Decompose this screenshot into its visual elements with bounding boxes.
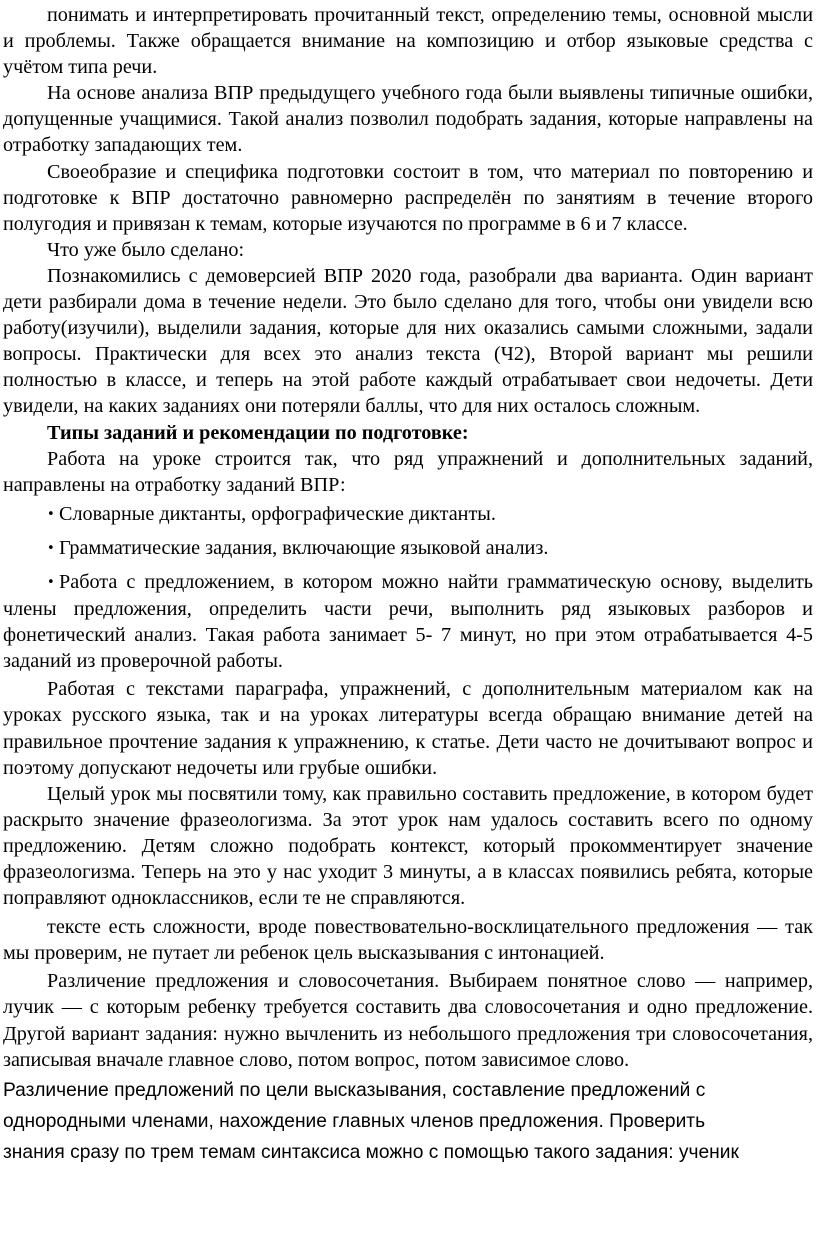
paragraph-demo-version: Познакомились с демоверсией ВПР 2020 года, разобрали два варианта. Один вариант дети разбирали дома в течение недели. Это было сделано для того, чтобы они увидели всю работу(изучили), выделили задания, которые для них оказались самыми сложными, задали вопросы. Практически для всех это анализ текста (Ч2), Второй вариант мы решили полностью в классе, и теперь на этой работе каждый отрабатывает свои недочеты. Дети увидели, на каких заданиях они потеряли баллы, что для них осталось сложным. — [3, 264, 813, 418]
paragraph-texts-work: Работая с текстами параграфа, упражнений, с дополнительным материалом как на уроках русского языка, так и на уроках литературы всегда обращаю внимание детей на правильное прочтение задания к упражнению, к статье. Дети часто не дочитывают вопрос и поэтому допускают недочеты или грубые ошибки. — [3, 678, 813, 779]
bullet-icon: • — [47, 574, 55, 590]
bullet-icon: • — [47, 540, 55, 556]
bullet-icon: • — [47, 506, 55, 522]
paragraph-continuation: понимать и интерпретировать прочитанный текст, определению темы, основной мысли и проблемы. Также обращается внимание на композицию и отбор языковые средства с учётом типа речи. — [3, 4, 813, 79]
paragraph-phrase-vs-sentence: Различение предложения и словосочетания. Выбираем понятное слово — например, лучик — с которым ребенку требуется составить два словосочетания и одно предложение. Другой вариант задания: нужно вычленить из небольшого предложения три словосочетания, записывая вначале главное слово, потом вопрос, потом зависимое слово. — [3, 970, 813, 1071]
paragraph-done-label: Что уже было сделано: — [47, 238, 245, 261]
section-heading: Типы заданий и рекомендации по подготовке: — [47, 421, 469, 444]
plain-line: Различение предложений по цели высказывания, составление предложений с — [3, 1079, 706, 1101]
task-list — [3, 501, 813, 675]
plain-line: однородными членами, нахождение главных членов предложения. Проверить — [3, 1110, 706, 1132]
paragraph-specifics: Своеобразие и специфика подготовки состоит в том, что материал по повторению и подготовке к ВПР достаточно равномерно распределён по занятиям в течение второго полугодия и привязан к темам, которые изучаются по программе в 6 и 7 классе. — [3, 160, 813, 235]
plain-line: знания сразу по трем темам синтаксиса можно с помощью такого задания: ученик — [3, 1141, 739, 1163]
list-item-text: Словарные диктанты, орфографические диктанты. — [59, 502, 496, 525]
list-item-text: Грамматические задания, включающие языковой анализ. — [59, 536, 549, 559]
paragraph-analysis: На основе анализа ВПР предыдущего учебного года были выявлены типичные ошибки, допущенные учащимися. Такой анализ позволил подобрать задания, которые направлены на отработку западающих тем. — [3, 82, 813, 157]
list-item-text: Работа с предложением, в котором можно найти грамматическую основу, выделить члены предложения, определить части речи, выполнить ряд языковых разборов и фонетический анализ. Такая работа занимает 5- 7 минут, но при этом отрабатывается 4-5 заданий из проверочной работы. — [3, 570, 813, 673]
list-item — [3, 569, 813, 674]
list-item — [3, 501, 813, 528]
paragraph-lesson-intro: Работа на уроке строится так, что ряд упражнений и дополнительных заданий, направлены на отработку заданий ВПР: — [3, 447, 813, 496]
paragraph-phraseology: Целый урок мы посвятили тому, как правильно составить предложение, в котором будет раскрыто значение фразеологизма. За этот урок нам удалось составить всего по одному предложению. Детям сложно подобрать контекст, который прокомментирует значение фразеологизма. Теперь на это у нас уходит 3 минуты, а в классах появились ребята, которые поправляют одноклассников, если те не справляются. — [3, 782, 813, 910]
paragraph-exclamation: тексте есть сложности, вроде повествовательно-восклицательного предложения — так мы проверим, не путает ли ребенок цель высказывания с интонацией. — [3, 916, 813, 965]
list-item — [3, 535, 813, 562]
